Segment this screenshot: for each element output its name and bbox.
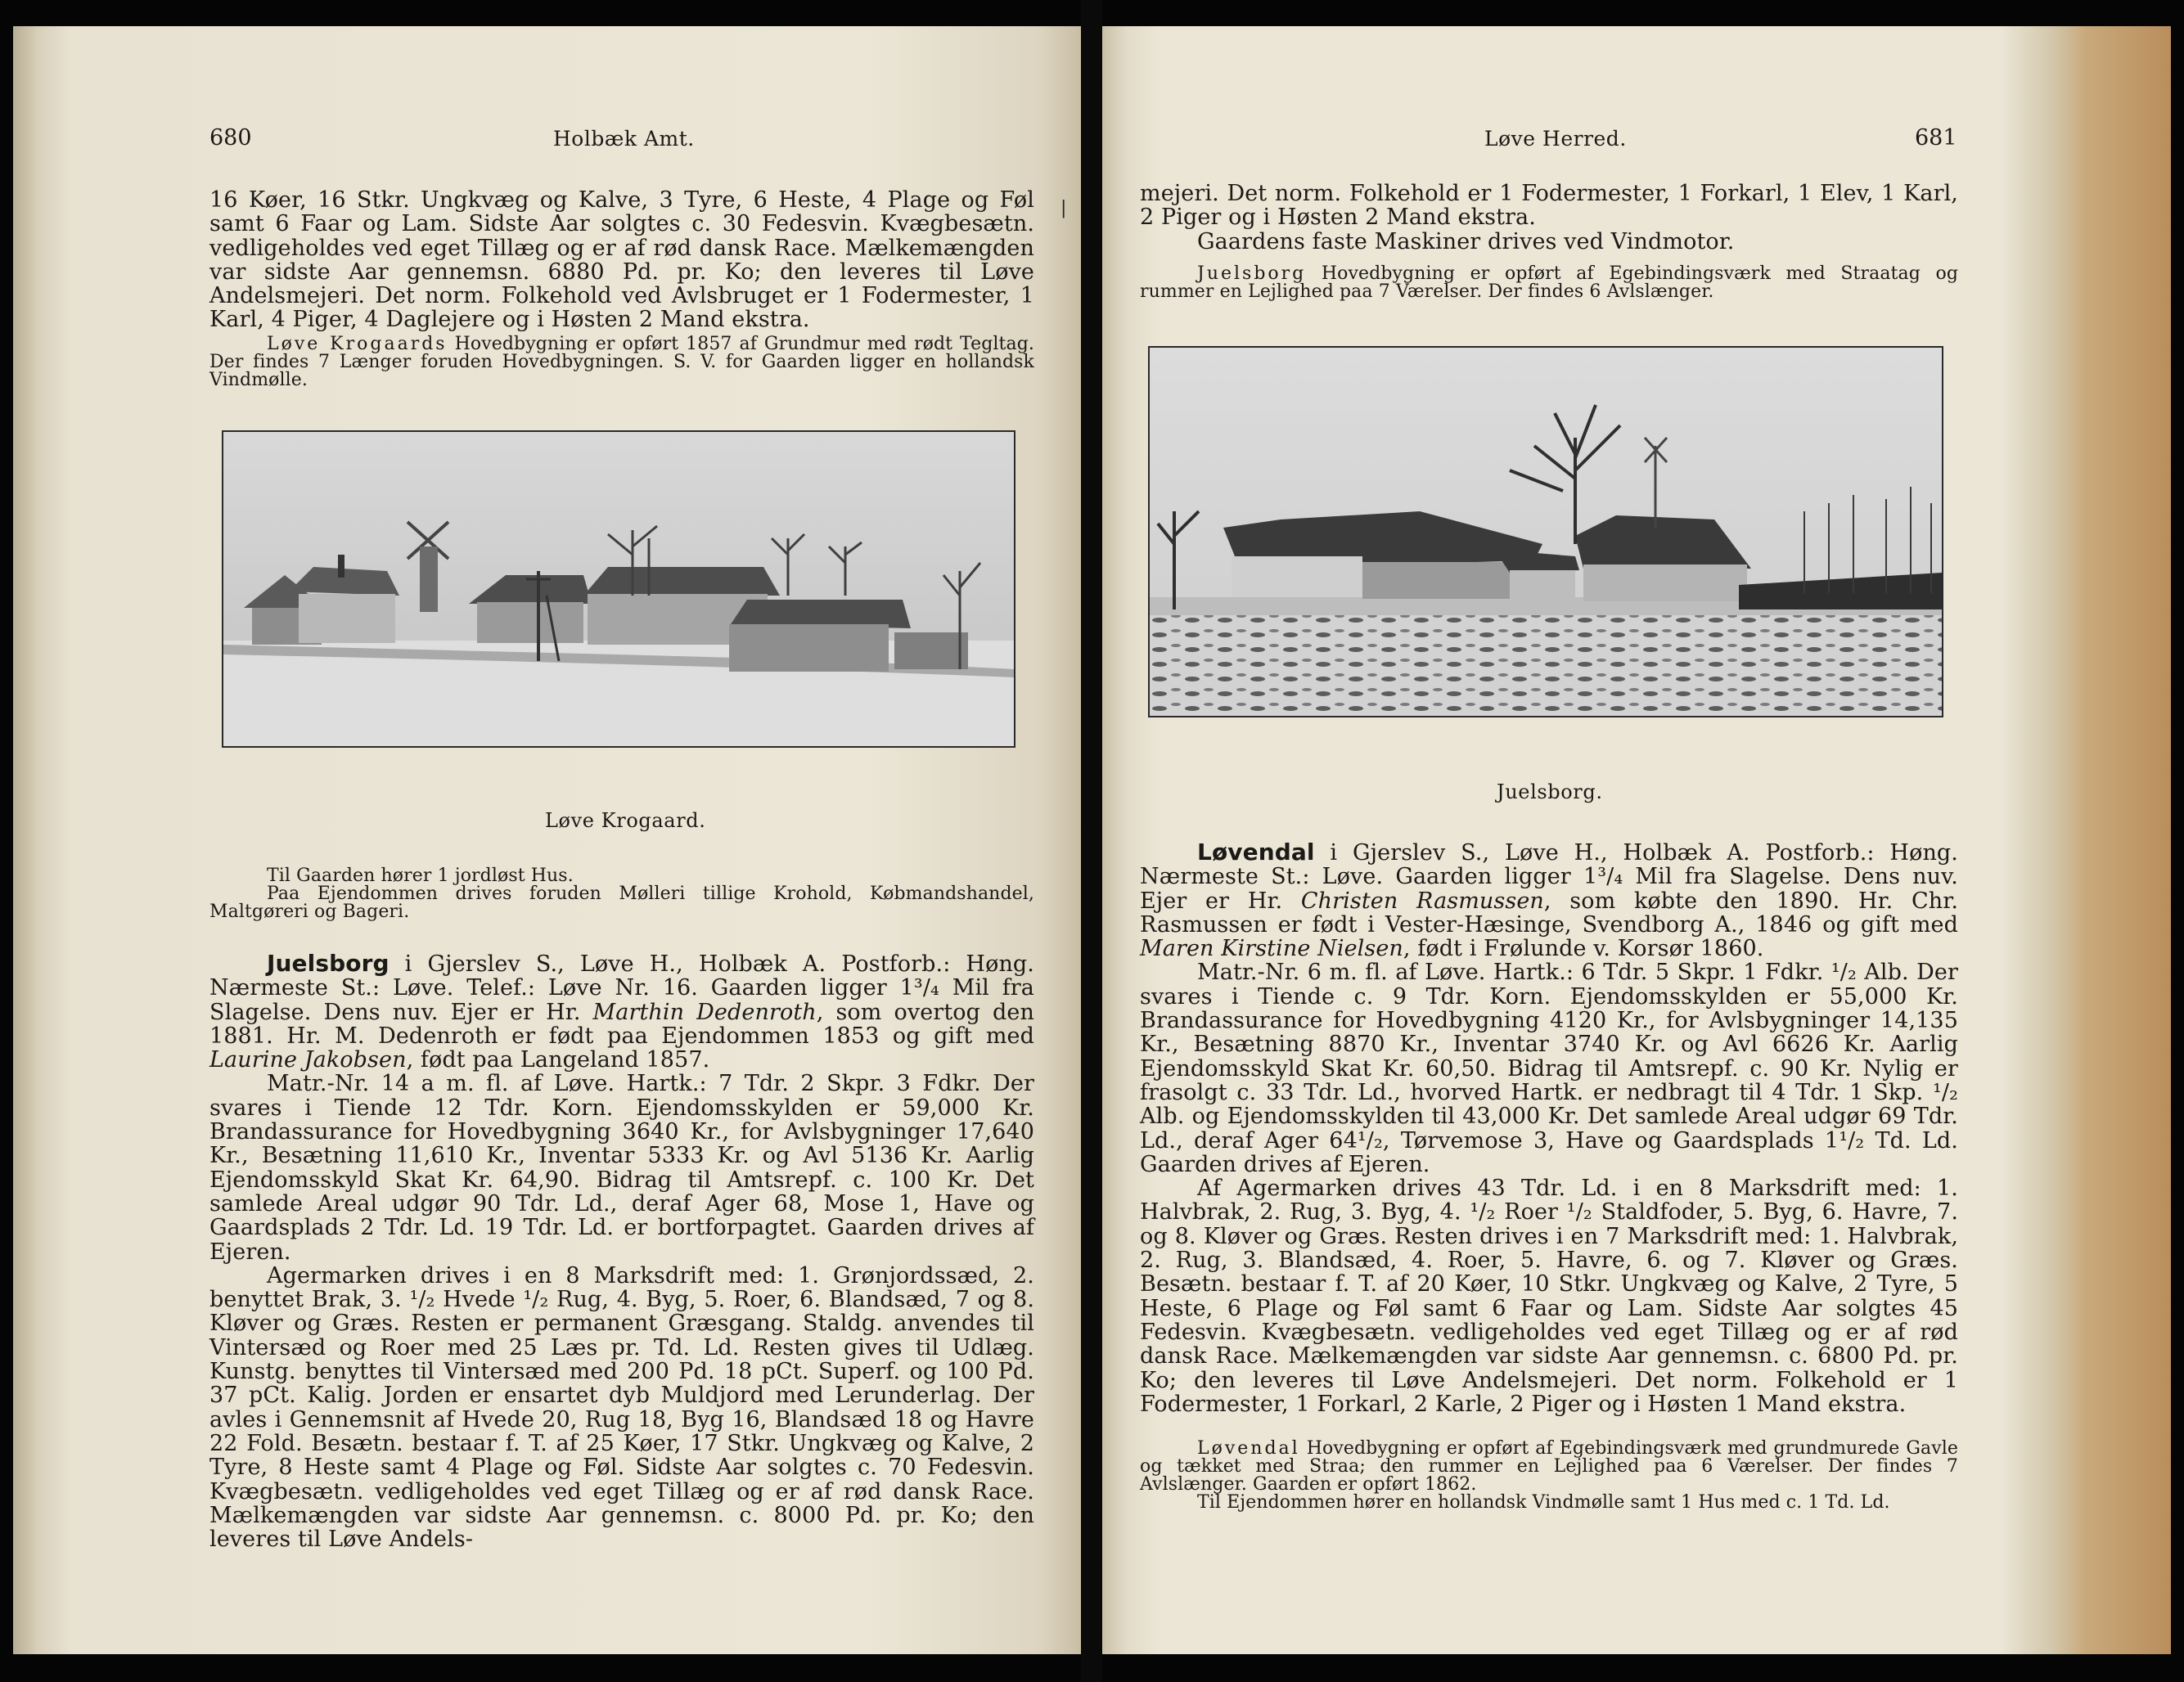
- left-top-paragraph: [209, 188, 1034, 332]
- juelsborg-photo-image: [1150, 348, 1942, 716]
- right-page: [1102, 26, 2171, 1654]
- juelsborg-agermark: Agermarken drives i en 8 Marksdrift med: 1. Grønjordssæd, 2. benyttet Brak, 3. ¹/₂ Hvede ¹/₂ Rug, 4. Byg, 5. Roer, 6. Blandsæd, 7 og 8. Kløver og Græs. Resten er permanent Græsgang. Staldg. anvendes til Vintersæd og Roer med 25 Læs pr. Td. Ld. Resten gives til Udlæg. Kunstg. benyttes til Vintersæd med 200 Pd. 18 pCt. Superf. og 100 Pd. 37 pCt. Kalig. Jorden er ensartet dyb Muldjord med Lerunderlag. Der avles i Gennemsnit af Hvede 20, Rug 18, Byg 16, Blandsæd 18 og Havre 22 Fold. Besætn. bestaar f. T. af 25 Køer, 17 Stkr. Ungkvæg og Kalve, 2 Tyre, 8 Heste samt 4 Plage og Føl. Sidste Aar solgtes c. 70 Fedesvin. Kvægbesætn. vedligeholdes ved eget Tillæg og er af rød dansk Race. Mælkemængden var sidste Aar gennemsn. c. 8000 Pd. pr. Ko; den leveres til Løve Andels-: [209, 1262, 1034, 1553]
- owner-name: Christen Rasmussen: [1300, 888, 1544, 914]
- krogaard-after-photo: [209, 867, 1034, 921]
- wife-name: Laurine Jakobsen: [209, 1047, 407, 1073]
- photo-caption-krogaard: Løve Krogaard.: [545, 809, 706, 832]
- wife-name: Maren Kirstine Nielsen: [1140, 936, 1403, 962]
- paragraph: mejeri. Det norm. Folkehold er 1 Fodermester, 1 Forkarl, 1 Elev, 1 Karl, 2 Piger og i Høsten 2 Mand ekstra.: [1140, 181, 1958, 231]
- intro-text: i Gjerslev S., Løve H., Holbæk A. Postforb.: Høng. Nærmeste St.: Løve. Gaarden ligger 1³/₄ Mil fra Slagelse. Dens nuv. Ejer er Hr.: [1140, 840, 1958, 914]
- photo-juelsborg: [1148, 346, 1943, 717]
- juelsborg-note: [1140, 265, 1958, 301]
- note-text: Hovedbygning er opført 1857 af Grundmur med rødt Tegltag. Der findes 7 Længer foruden Hovedbygningen. S. V. for Gaarden ligger en hollandsk Vindmølle.: [209, 334, 1034, 390]
- intro-text: i Gjerslev S., Løve H., Holbæk A. Postforb.: Høng. Nærmeste St.: Løve. Telef.: Løve Nr. 16. Gaarden ligger 1³/₄ Mil fra Slagelse. Dens nuv. Ejer er Hr.: [209, 951, 1034, 1025]
- note-paragraph: [1140, 265, 1958, 301]
- note-paragraph: [209, 335, 1034, 389]
- photo-love-krogaard: [222, 430, 1015, 748]
- intro-text: , født paa Langeland 1857.: [406, 1047, 710, 1073]
- maskiner-text: Gaardens faste Maskiner drives ved Vindmotor.: [1197, 228, 1735, 254]
- lovendal-vindmolle-text: Til Ejendommen hører en hollandsk Vindmølle samt 1 Hus med c. 1 Td. Ld.: [1197, 1492, 1890, 1513]
- page-number-left: 680: [209, 125, 252, 151]
- note-name: Løvendal: [1197, 1438, 1300, 1459]
- note-name: Juelsborg: [1197, 263, 1307, 284]
- lovendal-matr: Matr.-Nr. 6 m. fl. af Løve. Hartk.: 6 Tdr. 5 Skpr. 1 Fdkr. ¹/₂ Alb. Der svares i Tiende c. 9 Tdr. Korn. Ejendomsskylden er 55,000 Kr. Brandassurance for Hovedbygning 4120 Kr., for Avlsbygninger 14,135 Kr., Besætning 8870 Kr., Inventar 3740 Kr. og Avl 6626 Kr. Aarlig Ejendomsskyld Skat Kr. 60,50. Bidrag til Amtsrepf. c. 90 Kr. Nylig er frasolgt c. 33 Tdr. Ld., hvorved Hartk. er nedbragt til 4 Tdr. 1 Skp. ¹/₂ Alb. og Ejendomsskylden til 43,000 Kr. Det samlede Areal udgør 69 Tdr. Ld., deraf Ager 64¹/₂, Tørvemose 3, Have og Gaardsplads 1¹/₂ Td. Ld. Gaarden drives af Ejeren.: [1140, 960, 1958, 1177]
- right-top-paragraph: [1140, 182, 1958, 254]
- lovendal-agermark: Af Agermarken drives 43 Tdr. Ld. i en 8 Marksdrift med: 1. Halvbrak, 2. Rug, 3. Byg, 4. ¹/₂ Roer ¹/₂ Staldfoder, 5. Byg, 6. Havre, 7. og 8. Kløver og Græs. Resten drives i en 7 Marksdrift med: 1. Halvbrak, 2. Rug, 3. Blandsæd, 4. Roer, 5. Havre, 6. og 7. Kløver og Græs. Besætn. bestaar f. T. af 20 Køer, 10 Stkr. Ungkvæg og Kalve, 2 Tyre, 5 Heste, 6 Plage og Føl samt 6 Faar og Lam. Sidste Aar solgtes 45 Fedesvin. Kvægbesætn. vedligeholdes ved eget Tillæg og er af rød dansk Race. Mælkemængden var sidste Aar gennemsn. c. 6800 Pd. pr. Ko; den leveres til Løve Andelsmejeri. Det norm. Folkehold er 1 Fodermester, 1 Forkarl, 2 Karle, 2 Piger og i Høsten 1 Mand ekstra.: [1140, 1176, 1958, 1417]
- juelsborg-intro: [209, 951, 1034, 1072]
- owner-name: Marthin Dedenroth: [592, 999, 817, 1025]
- lovendal-note: [1140, 1440, 1958, 1512]
- page-number-right: 681: [1915, 125, 1957, 151]
- left-page: [13, 26, 1081, 1654]
- intro-text: , født i Frølunde v. Korsør 1860.: [1403, 936, 1764, 962]
- running-head-right: Løve Herred.: [1484, 127, 1627, 151]
- intro-text: , som købte den 1890. Hr. Chr. Rasmussen er født i Vester-Hæsinge, Svendborg A., 1846 og gift med: [1140, 888, 1959, 938]
- margin-marks: |: [1060, 198, 1067, 218]
- juelsborg-matr: Matr.-Nr. 14 a m. fl. af Løve. Hartk.: 7 Tdr. 2 Skpr. 3 Fdkr. Der svares i Tiende 12 Tdr. Korn. Ejendomsskylden er 59,000 Kr. Brandassurance for Hovedbygning 3640 Kr., for Avlsbygninger 17,640 Kr., Besætning 11,610 Kr., Inventar 5333 Kr. og Avl 5136 Kr. Aarlig Ejendomsskyld Skat Kr. 64,90. Bidrag til Amtsrepf. c. 100 Kr. Det samlede Areal udgør 90 Tdr. Ld., deraf Ager 68, Mose 1, Have og Gaardsplads 2 Tdr. Ld. 19 Tdr. Ld. er bortforpagtet. Gaarden drives af Ejeren.: [209, 1071, 1034, 1265]
- krogaard-photo-image: [223, 432, 1014, 746]
- note-text: Hovedbygning er opført af Egebindingsværk med grundmurede Gavle og tækket med Straa; den rummer en Lejlighed paa 6 Værelser. Der findes 7 Avlslænger. Gaarden er opført 1862.: [1140, 1438, 1958, 1495]
- photo-caption-juelsborg: Juelsborg.: [1497, 780, 1603, 803]
- note-text: Hovedbygning er opført af Egebindingsværk med Straatag og rummer en Lejlighed paa 7 Værelser. Der findes 6 Avlslænger.: [1140, 263, 1958, 302]
- book-gutter: [1081, 0, 1102, 1682]
- paragraph: 16 Køer, 16 Stkr. Ungkvæg og Kalve, 3 Tyre, 6 Heste, 4 Plage og Føl samt 6 Faar og Lam. Sidste Aar solgtes c. 30 Fedesvin. Kvægbesætn. vedligeholdes ved eget Tillæg og er af rød dansk Race. Mælkemængden var sidste Aar gennemsn. 6880 Pd. pr. Ko; den leveres til Løve Andelsmejeri. Det norm. Folkehold ved Avlsbruget er 1 Fodermester, 1 Karl, 4 Piger, 4 Daglejere og i Høsten 2 Mand ekstra.: [209, 187, 1034, 333]
- molleri-text: Paa Ejendommen drives foruden Mølleri tillige Krohold, Købmandshandel, Maltgøreri og Bageri.: [209, 884, 1034, 922]
- entry-name-juelsborg: Juelsborg: [267, 950, 390, 977]
- krogaard-note: [209, 335, 1034, 389]
- lovendal-entry: [1140, 840, 1958, 1416]
- lovendal-intro: [1140, 840, 1958, 960]
- note-name: Løve Krogaards: [267, 334, 448, 354]
- juelsborg-entry: [209, 951, 1034, 1551]
- note-paragraph: [1140, 1440, 1958, 1494]
- jordlost-hus-text: Til Gaarden hører 1 jordløst Hus.: [267, 866, 574, 886]
- intro-text: , som overtog den 1881. Hr. M. Dedenroth er født paa Ejendommen 1853 og gift med: [209, 999, 1034, 1049]
- running-head-left: Holbæk Amt.: [553, 127, 695, 151]
- entry-name-lovendal: Løvendal: [1197, 839, 1315, 866]
